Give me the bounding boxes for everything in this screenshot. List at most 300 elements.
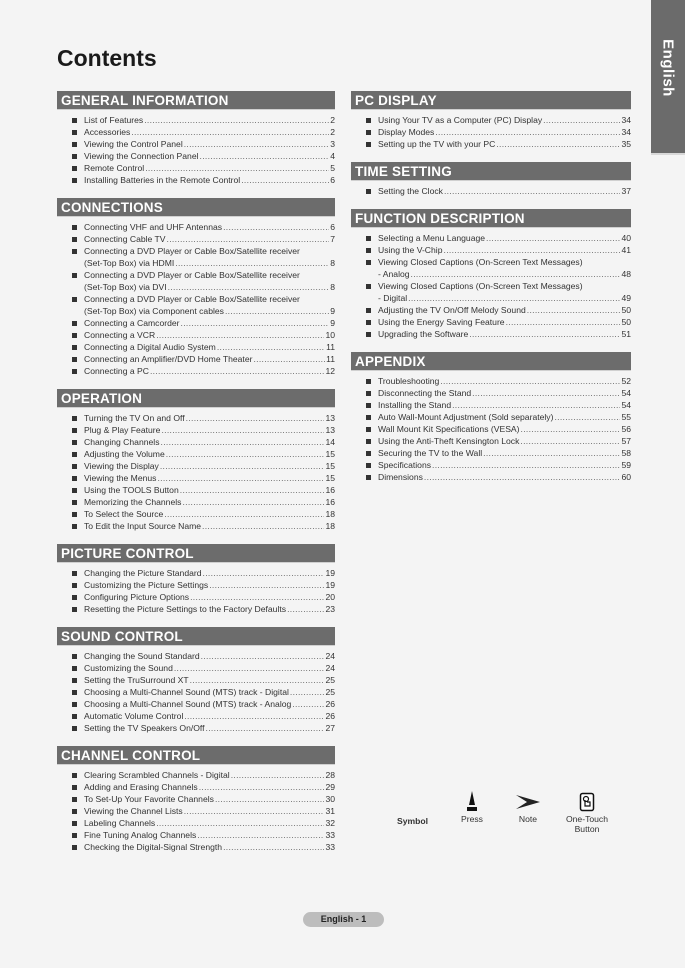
toc-entry-title: Installing Batteries in the Remote Control [84, 175, 241, 185]
dot-leader [184, 710, 324, 722]
bullet-square-icon [72, 369, 77, 374]
bullet-square-icon [72, 416, 77, 421]
toc-entry[interactable] [57, 579, 335, 591]
toc-entry[interactable] [57, 126, 335, 138]
toc-entry[interactable] [57, 233, 335, 245]
bullet-square-icon [72, 773, 77, 778]
dot-leader [554, 411, 620, 423]
toc-entry-title: Upgrading the Software [378, 329, 469, 339]
toc-entry[interactable] [351, 114, 631, 126]
toc-entry-page: 41 [621, 245, 631, 255]
bullet-square-icon [366, 118, 371, 123]
toc-entry[interactable] [57, 472, 335, 484]
toc-entry[interactable] [351, 316, 631, 328]
dot-leader [150, 365, 324, 377]
toc-entry-page: 33 [325, 842, 335, 852]
bullet-square-icon [72, 476, 77, 481]
bullet-square-icon [72, 118, 77, 123]
dot-leader [160, 460, 325, 472]
dot-leader [200, 150, 330, 162]
toc-entry-title-line1: Viewing Closed Captions (On-Screen Text Messages) [378, 257, 583, 267]
bullet-square-icon [72, 500, 77, 505]
toc-entry-title: Setting the TV Speakers On/Off [84, 723, 205, 733]
toc-entry-title: Viewing the Display [84, 461, 159, 471]
toc-entry[interactable] [351, 411, 631, 423]
dot-leader [290, 686, 325, 698]
toc-entry-page: 26 [325, 711, 335, 721]
bullet-square-icon [72, 249, 77, 254]
toc-entry[interactable] [57, 650, 335, 662]
toc-entry-title: Changing the Picture Standard [84, 568, 202, 578]
toc-entry-page: 31 [325, 806, 335, 816]
bullet-square-icon [72, 297, 77, 302]
toc-entry-page: 18 [325, 509, 335, 519]
section-heading: PICTURE CONTROL [57, 544, 335, 563]
toc-entry-page: 13 [325, 425, 335, 435]
toc-section [57, 91, 335, 186]
toc-entry-page: 8 [330, 282, 335, 292]
toc-entry[interactable] [57, 293, 335, 317]
toc-entry-title: Memorizing the Channels [84, 497, 182, 507]
toc-entry-title: - Analog [378, 269, 410, 279]
dot-leader [166, 448, 325, 460]
toc-entry-page: 10 [325, 330, 335, 340]
toc-entry-page: 23 [325, 604, 335, 614]
toc-entry-title: Troubleshooting [378, 376, 440, 386]
bullet-square-icon [72, 142, 77, 147]
dot-leader [520, 435, 620, 447]
toc-entry-title: (Set-Top Box) via DVI [84, 282, 167, 292]
dot-leader [543, 114, 620, 126]
toc-entry[interactable] [57, 829, 335, 841]
section-heading: TIME SETTING [351, 162, 631, 181]
toc-entry-page: 19 [325, 568, 335, 578]
toc-entry[interactable] [57, 269, 335, 293]
toc-list [57, 567, 335, 615]
toc-entry-page: 51 [621, 329, 631, 339]
bullet-square-icon [72, 678, 77, 683]
toc-section [351, 209, 631, 340]
toc-entry-page: 35 [621, 139, 631, 149]
dot-leader [209, 579, 324, 591]
bullet-square-icon [366, 379, 371, 384]
toc-entry-title: Customizing the Picture Settings [84, 580, 209, 590]
toc-entry-page: 54 [621, 388, 631, 398]
bullet-square-icon [72, 797, 77, 802]
toc-entry-page: 15 [325, 461, 335, 471]
toc-entry[interactable] [351, 256, 631, 280]
bullet-square-icon [366, 403, 371, 408]
language-tab [651, 0, 685, 155]
toc-entry-page: 12 [325, 366, 335, 376]
bullet-square-icon [72, 809, 77, 814]
toc-entry-page: 40 [621, 233, 631, 243]
legend-note-label: Note [518, 814, 538, 824]
toc-entry[interactable] [57, 162, 335, 174]
toc-entry-title: Labeling Channels [84, 818, 156, 828]
dot-leader [432, 459, 620, 471]
toc-entry[interactable] [57, 174, 335, 186]
toc-entry[interactable] [351, 138, 631, 150]
toc-entry[interactable] [57, 138, 335, 150]
toc-entry-title: Turning the TV On and Off [84, 413, 185, 423]
bullet-square-icon [366, 248, 371, 253]
dot-leader [181, 317, 330, 329]
dot-leader [469, 328, 620, 340]
toc-entry-title: Resetting the Picture Settings to the Factory Defaults [84, 604, 287, 614]
toc-entry-title: Selecting a Menu Language [378, 233, 486, 243]
toc-section [57, 389, 335, 532]
toc-section [57, 627, 335, 734]
toc-entry-page: 16 [325, 485, 335, 495]
toc-entry[interactable] [351, 423, 631, 435]
toc-entry[interactable] [351, 185, 631, 197]
dot-leader [527, 304, 621, 316]
dot-leader [486, 232, 620, 244]
bullet-square-icon [366, 391, 371, 396]
toc-entry[interactable] [351, 126, 631, 138]
toc-entry-page: 32 [325, 818, 335, 828]
bullet-square-icon [72, 595, 77, 600]
toc-entry[interactable] [351, 244, 631, 256]
dot-leader [182, 496, 324, 508]
toc-entry-page: 33 [325, 830, 335, 840]
toc-entry-page: 14 [325, 437, 335, 447]
bullet-square-icon [366, 260, 371, 265]
toc-entry[interactable] [351, 328, 631, 340]
dot-leader [521, 423, 621, 435]
press-icon [465, 790, 479, 812]
toc-entry[interactable] [57, 520, 335, 532]
dot-leader [161, 436, 325, 448]
toc-entry[interactable] [57, 448, 335, 460]
toc-entry[interactable] [57, 436, 335, 448]
toc-entry[interactable] [57, 769, 335, 781]
toc-entry-title: Configuring Picture Options [84, 592, 190, 602]
legend-note [508, 793, 548, 824]
toc-list [351, 232, 631, 340]
bullet-square-icon [72, 464, 77, 469]
toc-section [57, 746, 335, 853]
dot-leader [424, 471, 621, 483]
dot-leader [161, 424, 324, 436]
toc-entry[interactable] [351, 304, 631, 316]
toc-entry-page: 54 [621, 400, 631, 410]
bullet-square-icon [72, 512, 77, 517]
bullet-square-icon [366, 415, 371, 420]
dot-leader [215, 793, 325, 805]
bullet-square-icon [72, 440, 77, 445]
toc-list [57, 769, 335, 853]
bullet-square-icon [366, 332, 371, 337]
bullet-square-icon [72, 654, 77, 659]
toc-entry[interactable] [57, 150, 335, 162]
toc-list [57, 114, 335, 186]
toc-section [57, 198, 335, 377]
toc-entry-title: Using the TOOLS Button [84, 485, 179, 495]
bullet-square-icon [366, 142, 371, 147]
toc-entry-title: Securing the TV to the Wall [378, 448, 483, 458]
dot-leader [241, 174, 329, 186]
toc-entry-title: Accessories [84, 127, 131, 137]
toc-entry-title: Setting the TruSurround XT [84, 675, 189, 685]
toc-entry-title: Adjusting the Volume [84, 449, 165, 459]
dot-leader [131, 126, 329, 138]
toc-entry-title: (Set-Top Box) via HDMI [84, 258, 175, 268]
dot-leader [444, 244, 621, 256]
dot-leader [223, 221, 329, 233]
dot-leader [184, 805, 325, 817]
toc-entry-title: Clearing Scrambled Channels - Digital [84, 770, 230, 780]
dot-leader [157, 472, 324, 484]
dot-leader [452, 399, 620, 411]
toc-entry[interactable] [351, 387, 631, 399]
toc-entry-title: Specifications [378, 460, 432, 470]
dot-leader [180, 484, 325, 496]
dot-leader [168, 281, 330, 293]
toc-entry-title: Remote Control [84, 163, 145, 173]
toc-entry[interactable] [351, 375, 631, 387]
dot-leader [440, 375, 620, 387]
toc-entry-title: Wall Mount Kit Specifications (VESA) [378, 424, 520, 434]
toc-entry[interactable] [351, 471, 631, 483]
bullet-square-icon [366, 475, 371, 480]
toc-entry-page: 27 [325, 723, 335, 733]
toc-entry[interactable] [57, 793, 335, 805]
bullet-square-icon [72, 714, 77, 719]
toc-entry-title: Connecting a PC [84, 366, 149, 376]
toc-entry-page: 20 [325, 592, 335, 602]
toc-list [351, 185, 631, 197]
section-heading: FUNCTION DESCRIPTION [351, 209, 631, 228]
toc-entry[interactable] [351, 459, 631, 471]
toc-entry-page: 15 [325, 449, 335, 459]
toc-entry[interactable] [57, 496, 335, 508]
bullet-square-icon [72, 571, 77, 576]
section-heading: CONNECTIONS [57, 198, 335, 217]
toc-section [57, 544, 335, 615]
bullet-square-icon [72, 273, 77, 278]
toc-entry[interactable] [351, 435, 631, 447]
toc-entry[interactable] [351, 280, 631, 304]
toc-entry[interactable] [57, 686, 335, 698]
bullet-square-icon [366, 463, 371, 468]
dot-leader [145, 162, 329, 174]
toc-entry-title: Using the Energy Saving Feature [378, 317, 505, 327]
toc-entry[interactable] [57, 412, 335, 424]
bullet-square-icon [366, 320, 371, 325]
toc-entry[interactable] [57, 662, 335, 674]
toc-entry[interactable] [57, 353, 335, 365]
toc-entry[interactable] [57, 424, 335, 436]
toc-right-column [351, 91, 631, 495]
bullet-square-icon [366, 308, 371, 313]
toc-entry-title: Checking the Digital-Signal Strength [84, 842, 223, 852]
toc-entry-page: 28 [325, 770, 335, 780]
toc-entry-title: Viewing the Control Panel [84, 139, 183, 149]
dot-leader [199, 781, 325, 793]
toc-entry[interactable] [57, 245, 335, 269]
toc-entry-page: 11 [326, 342, 335, 352]
bullet-square-icon [72, 333, 77, 338]
dot-leader [164, 508, 324, 520]
bullet-square-icon [72, 178, 77, 183]
toc-entry-page: 11 [326, 354, 335, 364]
bullet-square-icon [72, 428, 77, 433]
toc-entry-title: Connecting a Camcorder [84, 318, 180, 328]
bullet-square-icon [72, 488, 77, 493]
section-heading: PC DISPLAY [351, 91, 631, 110]
toc-entry[interactable] [57, 114, 335, 126]
bullet-square-icon [72, 726, 77, 731]
bullet-square-icon [72, 321, 77, 326]
dot-leader [253, 353, 325, 365]
toc-entry-page: 18 [325, 521, 335, 531]
toc-entry[interactable] [57, 567, 335, 579]
toc-section [351, 91, 631, 150]
toc-entry-title: - Digital [378, 293, 408, 303]
toc-entry[interactable] [57, 722, 335, 734]
toc-entry-page: 49 [621, 293, 631, 303]
toc-entry-page: 2 [330, 127, 335, 137]
toc-entry-title: Connecting VHF and UHF Antennas [84, 222, 223, 232]
toc-entry-title: Changing Channels [84, 437, 160, 447]
toc-entry[interactable] [57, 698, 335, 710]
toc-entry[interactable] [57, 317, 335, 329]
toc-entry-page: 48 [621, 269, 631, 279]
toc-entry[interactable] [57, 365, 335, 377]
toc-entry[interactable] [57, 341, 335, 353]
toc-entry[interactable] [57, 221, 335, 233]
bullet-square-icon [72, 666, 77, 671]
toc-entry-page: 3 [330, 139, 335, 149]
toc-entry-title: Using Your TV as a Computer (PC) Display [378, 115, 543, 125]
dot-leader [225, 305, 329, 317]
bullet-square-icon [72, 821, 77, 826]
bullet-square-icon [72, 845, 77, 850]
toc-entry[interactable] [57, 591, 335, 603]
toc-entry-page: 16 [325, 497, 335, 507]
toc-entry[interactable] [57, 508, 335, 520]
toc-entry-title: To Select the Source [84, 509, 164, 519]
toc-entry-title: Connecting a VCR [84, 330, 156, 340]
toc-entry-title: Adding and Erasing Channels [84, 782, 198, 792]
toc-entry-title: Choosing a Multi-Channel Sound (MTS) track - Analog [84, 699, 292, 709]
legend-one-touch-label-2: Button [574, 824, 600, 834]
bullet-square-icon [72, 345, 77, 350]
dot-leader [202, 520, 324, 532]
dot-leader [435, 126, 620, 138]
toc-entry-title: Plug & Play Feature [84, 425, 161, 435]
one-touch-button-icon [579, 792, 595, 812]
toc-entry-title: Auto Wall-Mount Adjustment (Sold separately) [378, 412, 554, 422]
dot-leader [223, 841, 324, 853]
bullet-square-icon [72, 607, 77, 612]
section-heading: APPENDIX [351, 352, 631, 371]
legend-press [452, 790, 492, 824]
toc-list [57, 221, 335, 377]
toc-entry-title: Viewing the Channel Lists [84, 806, 183, 816]
toc-entry-page: 30 [325, 794, 335, 804]
dot-leader [287, 603, 324, 615]
dot-leader [292, 698, 324, 710]
toc-entry-page: 60 [621, 472, 631, 482]
section-heading: CHANNEL CONTROL [57, 746, 335, 765]
dot-leader [184, 138, 329, 150]
toc-list [351, 375, 631, 483]
bullet-square-icon [72, 357, 77, 362]
toc-section [351, 352, 631, 483]
bullet-square-icon [72, 785, 77, 790]
dot-leader [444, 185, 620, 197]
toc-section [351, 162, 631, 197]
toc-entry-title: Viewing the Menus [84, 473, 157, 483]
toc-entry-page: 2 [330, 115, 335, 125]
toc-entry-title: Choosing a Multi-Channel Sound (MTS) track - Digital [84, 687, 289, 697]
toc-entry[interactable] [57, 674, 335, 686]
section-heading: SOUND CONTROL [57, 627, 335, 646]
toc-entry[interactable] [351, 232, 631, 244]
toc-entry[interactable] [57, 603, 335, 615]
legend-one-touch-label: One-Touch [565, 814, 609, 824]
dot-leader [175, 257, 329, 269]
toc-entry[interactable] [351, 399, 631, 411]
toc-entry[interactable] [57, 484, 335, 496]
toc-entry-page: 19 [325, 580, 335, 590]
toc-entry[interactable] [57, 781, 335, 793]
toc-entry-title: Connecting an Amplifier/DVD Home Theater [84, 354, 253, 364]
toc-entry-title: Fine Tuning Analog Channels [84, 830, 197, 840]
legend-one-touch [562, 792, 612, 834]
bullet-square-icon [366, 236, 371, 241]
toc-entry-title-line1: Viewing Closed Captions (On-Screen Text Messages) [378, 281, 583, 291]
toc-entry-title: Display Modes [378, 127, 435, 137]
symbol-label: Symbol [397, 816, 429, 826]
dot-leader [144, 114, 329, 126]
toc-entry[interactable] [57, 841, 335, 853]
toc-entry-title-line1: Connecting a DVD Player or Cable Box/Satellite receiver [84, 294, 300, 304]
toc-entry-page: 29 [325, 782, 335, 792]
bullet-square-icon [72, 702, 77, 707]
toc-entry-title: Setting the Clock [378, 186, 443, 196]
legend-press-label: Press [461, 814, 483, 824]
toc-entry[interactable] [57, 710, 335, 722]
toc-entry[interactable] [57, 329, 335, 341]
bullet-square-icon [72, 237, 77, 242]
toc-entry-title: Connecting Cable TV [84, 234, 166, 244]
bullet-square-icon [366, 130, 371, 135]
toc-entry-page: 15 [325, 473, 335, 483]
symbol-legend [390, 790, 630, 840]
toc-entry-page: 5 [330, 163, 335, 173]
toc-list [57, 650, 335, 734]
toc-entry[interactable] [57, 805, 335, 817]
toc-entry[interactable] [57, 817, 335, 829]
page-title: Contents [57, 45, 157, 71]
dot-leader [203, 567, 325, 579]
toc-entry-page: 59 [621, 460, 631, 470]
toc-entry-page: 25 [325, 675, 335, 685]
toc-entry[interactable] [351, 447, 631, 459]
bullet-square-icon [72, 452, 77, 457]
toc-entry-page: 50 [621, 305, 631, 315]
toc-entry-title: Disconnecting the Stand [378, 388, 472, 398]
toc-entry[interactable] [57, 460, 335, 472]
toc-entry-page: 6 [330, 222, 335, 232]
dot-leader [411, 268, 621, 280]
toc-entry-title: Customizing the Sound [84, 663, 173, 673]
toc-entry-title-line1: Connecting a DVD Player or Cable Box/Satellite receiver [84, 270, 300, 280]
